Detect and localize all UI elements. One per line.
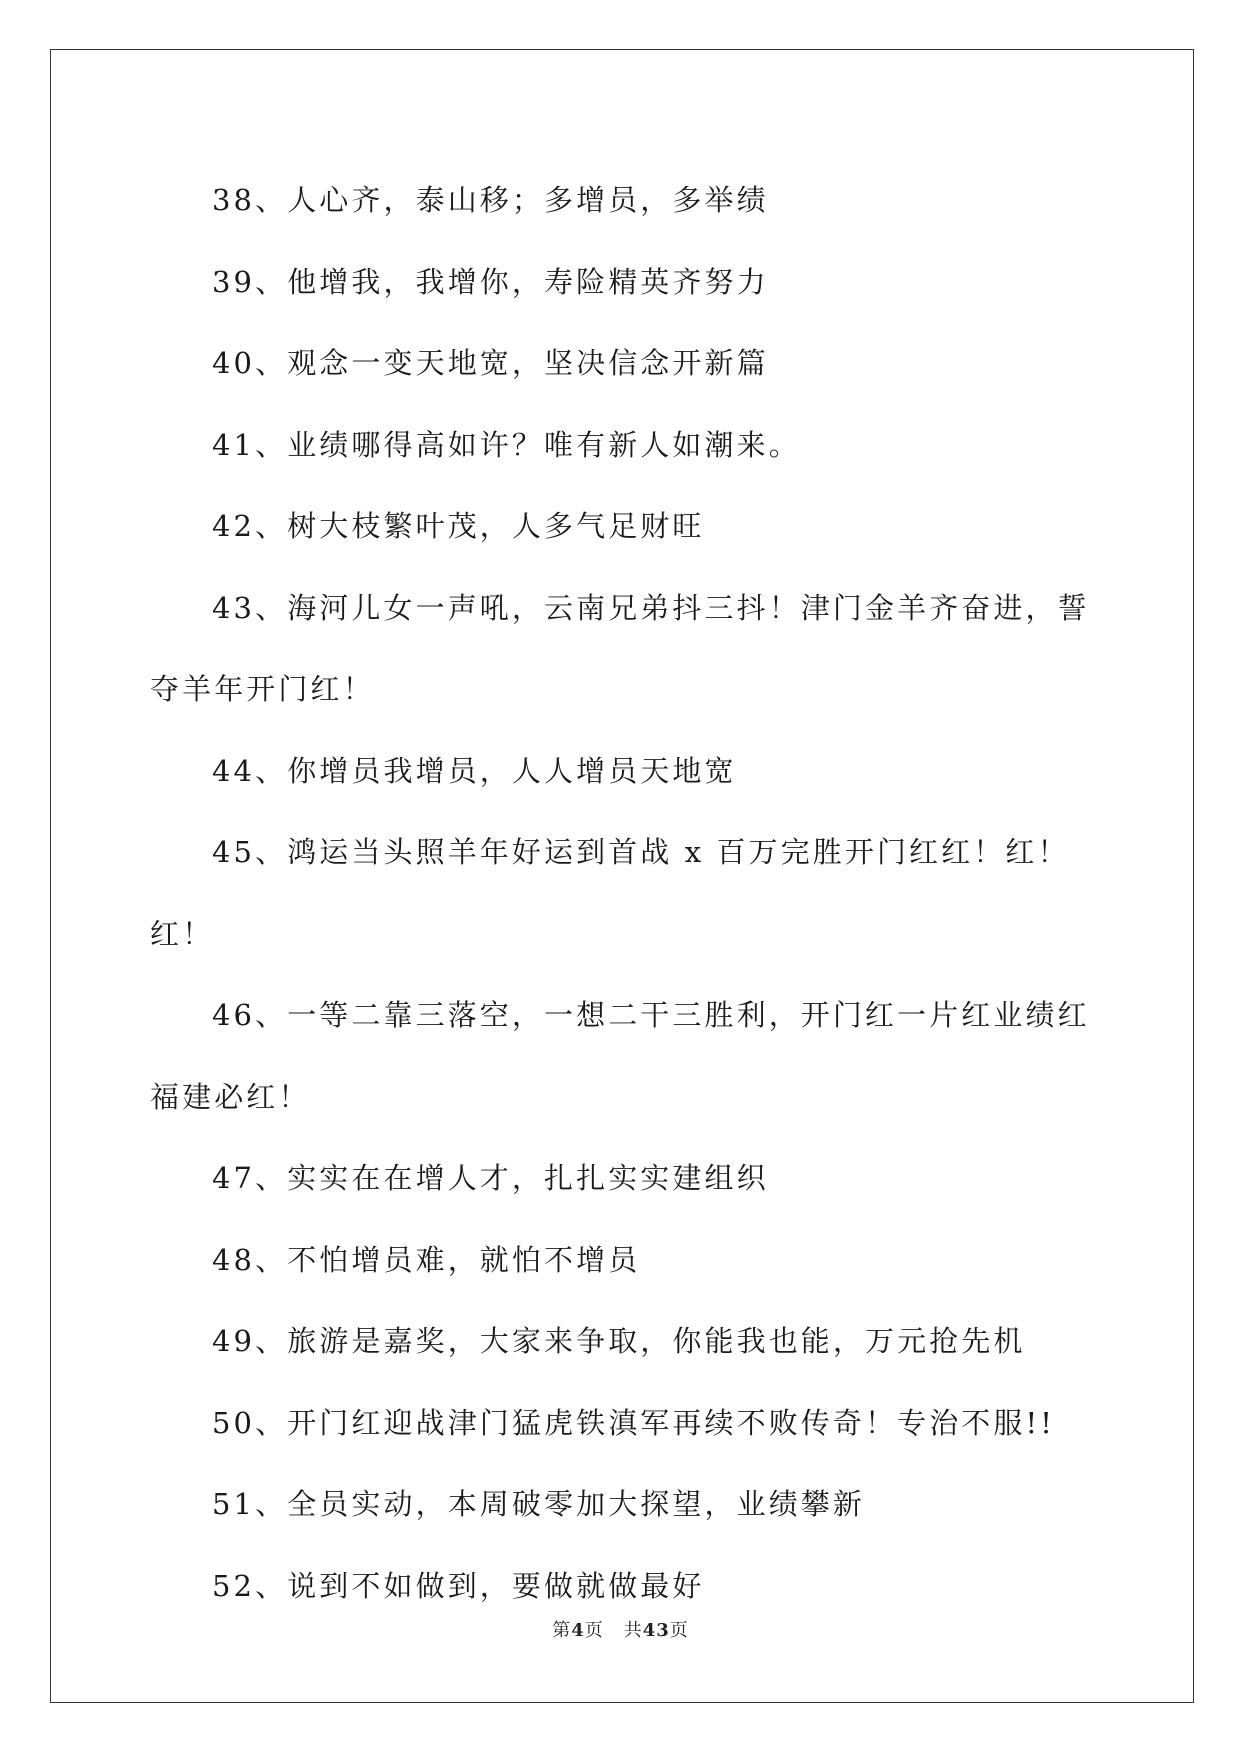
slogan-paragraph: 44、你增员我增员，人人增员天地宽 bbox=[212, 753, 737, 788]
total-prefix: 共 bbox=[623, 1620, 643, 1641]
slogan-paragraph: 48、不怕增员难，就怕不增员 bbox=[212, 1242, 641, 1277]
slogan-paragraph: 51、全员实动，本周破零加大探望，业绩攀新 bbox=[212, 1487, 866, 1521]
slogan-paragraph: 43、海河儿女一声吼，云南兄弟抖三抖！津门金羊齐奋进，誓夺羊年开门红！ bbox=[150, 590, 1090, 706]
slogan-paragraph: 39、他增我，我增你，寿险精英齐努力 bbox=[212, 264, 769, 299]
slogan-paragraph: 41、业绩哪得高如许？唯有新人如潮来。 bbox=[212, 427, 801, 462]
slogan-paragraph: 40、观念一变天地宽，坚决信念开新篇 bbox=[212, 346, 769, 380]
slogan-paragraph: 47、实实在在增人才，扎扎实实建组织 bbox=[212, 1161, 769, 1195]
slogan-paragraph: 42、树大枝繁叶茂，人多气足财旺 bbox=[212, 509, 705, 543]
page-number: 4 bbox=[571, 1620, 585, 1641]
slogan-paragraph: 46、一等二靠三落空，一想二干三胜利，开门红一片红业绩红福建必红！ bbox=[150, 998, 1090, 1114]
slogan-paragraph: 49、旅游是嘉奖，大家来争取，你能我也能，万元抢先机 bbox=[212, 1324, 1026, 1358]
total-suffix: 页 bbox=[669, 1620, 689, 1641]
slogan-paragraph: 45、鸿运当头照羊年好运到首战 x 百万完胜开门红红！红！红！ bbox=[150, 835, 1070, 951]
page-prefix: 第 bbox=[552, 1620, 572, 1641]
document-body bbox=[152, 160, 1097, 1627]
slogan-paragraph: 52、说到不如做到，要做就做最好 bbox=[212, 1568, 705, 1603]
page-suffix: 页 bbox=[584, 1620, 604, 1641]
slogan-paragraph: 50、开门红迎战津门猛虎铁滇军再续不败传奇！专治不服!! bbox=[212, 1405, 1056, 1440]
total-pages: 43 bbox=[642, 1620, 670, 1641]
page-footer bbox=[0, 1616, 1241, 1642]
slogan-paragraph: 38、人心齐，泰山移；多增员，多举绩 bbox=[212, 183, 769, 217]
